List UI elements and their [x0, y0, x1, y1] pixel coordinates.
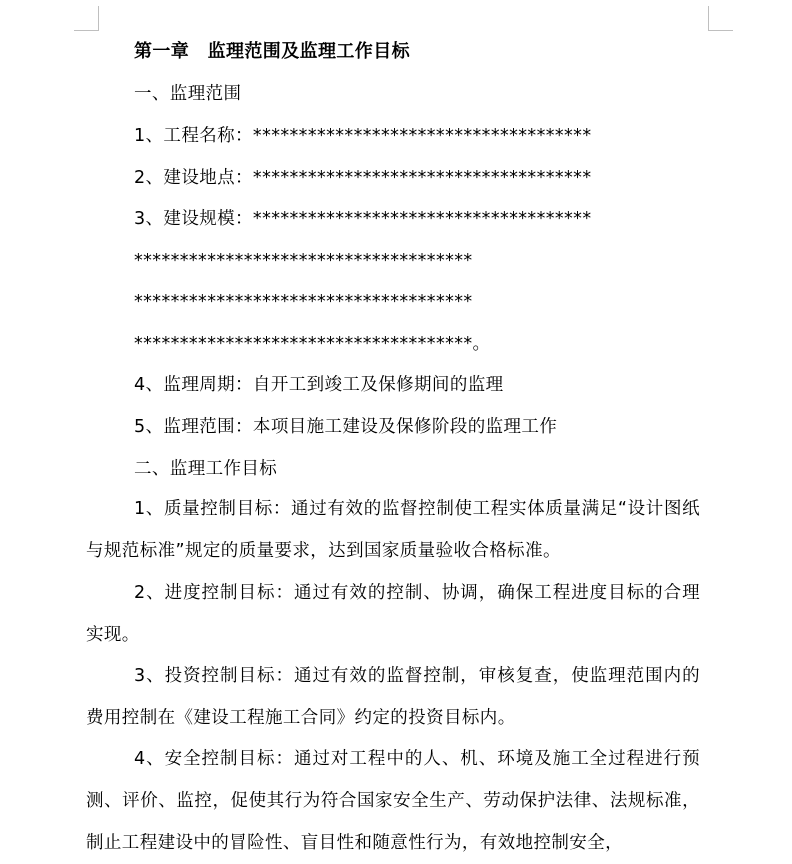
section-heading-goals: 二、监理工作目标: [134, 459, 278, 479]
item-scale-continued-2: *************************************: [134, 292, 473, 312]
item-scope: 5、监理范围：本项目施工建设及保修阶段的监理工作: [134, 417, 558, 437]
goal-investment-paragraph: 3、投资控制目标：通过有效的监督控制，审核复查，使监理范围内的费用控制在《建设工程施工合同》约定的投资目标内。: [86, 666, 700, 728]
item-period: 4、监理周期：自开工到竣工及保修期间的监理: [134, 375, 504, 395]
goal-safety-paragraph: 4、安全控制目标：通过对工程中的人、机、环境及施工全过程进行预测、评价、监控，促使其行为符合国家安全生产、劳动保护法律、法规标准，制止工程建设中的冒险性、盲目性和随意性行为，有效地控制安全，: [86, 749, 700, 853]
section-heading-scope: 一、监理范围: [134, 84, 242, 104]
item-scale-continued-3: *************************************。: [134, 334, 491, 354]
item-scale-continued-1: *************************************: [134, 251, 473, 271]
page-corner-mark-right: [708, 6, 733, 31]
item-project-name: 1、工程名称：*************************************: [134, 126, 592, 146]
item-scale: 3、建设规模：*************************************: [134, 209, 592, 229]
chapter-title: 第一章 监理范围及监理工作目标: [134, 41, 410, 62]
page-corner-mark-left: [74, 6, 99, 31]
goal-quality-paragraph: 1、质量控制目标：通过有效的监督控制使工程实体质量满足“设计图纸与规范标准”规定的质量要求，达到国家质量验收合格标准。: [86, 499, 700, 561]
goal-schedule-paragraph: 2、进度控制目标：通过有效的控制、协调，确保工程进度目标的合理实现。: [86, 583, 700, 645]
item-location: 2、建设地点：*************************************: [134, 168, 592, 188]
